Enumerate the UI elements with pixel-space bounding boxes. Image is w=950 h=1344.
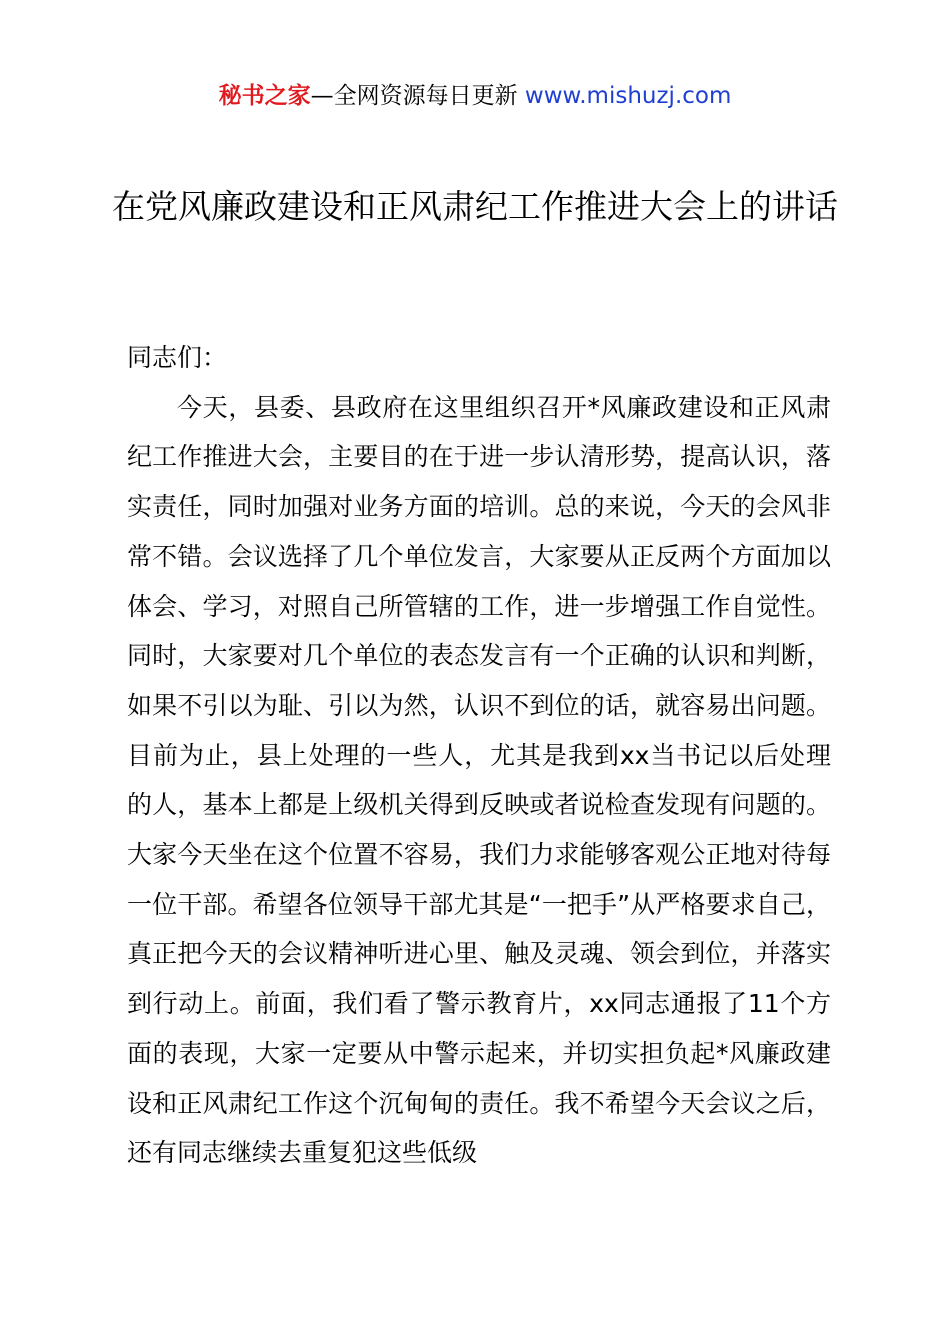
salutation: 同志们： <box>127 343 228 372</box>
site-brand: 秘书之家 <box>218 83 311 109</box>
site-tagline: —全网资源每日更新 <box>310 83 518 109</box>
site-header <box>0 80 950 112</box>
site-url-link[interactable]: www.mishuzj.com <box>524 83 732 109</box>
body-paragraph: 今天，县委、县政府在这里组织召开*风廉政建设和正风肃纪工作推进大会，主要目的在于进一步认清形势，提高认识，落实责任，同时加强对业务方面的培训。总的来说，今天的会风非常不错。会议选择了几个单位发言，大家要从正反两个方面加以体会、学习，对照自己所管辖的工作，进一步增强工作自觉性。同时，大家要对几个单位的表态发言有一个正确的认识和判断，如果不引以为耻、引以为然，认识不到位的话，就容易出问题。目前为止，县上处理的一些人，尤其是我到xx当书记以后处理的人，基本上都是上级机关得到反映或者说检查发现有问题的。大家今天坐在这个位置不容易，我们力求能够客观公正地对待每一位干部。希望各位领导干部尤其是“一把手”从严格要求自己，真正把今天的会议精神听进心里、触及灵魂、领会到位，并落实到行动上。前面，我们看了警示教育片，xx同志通报了11个方面的表现，大家一定要从中警示起来，并切实担负起*风廉政建设和正风肃纪工作这个沉甸甸的责任。我不希望今天会议之后，还有同志继续去重复犯这些低级 <box>127 392 831 1168</box>
document-title: 在党风廉政建设和正风肃纪工作推进大会上的讲话 <box>112 187 838 226</box>
document-body <box>127 333 831 1178</box>
